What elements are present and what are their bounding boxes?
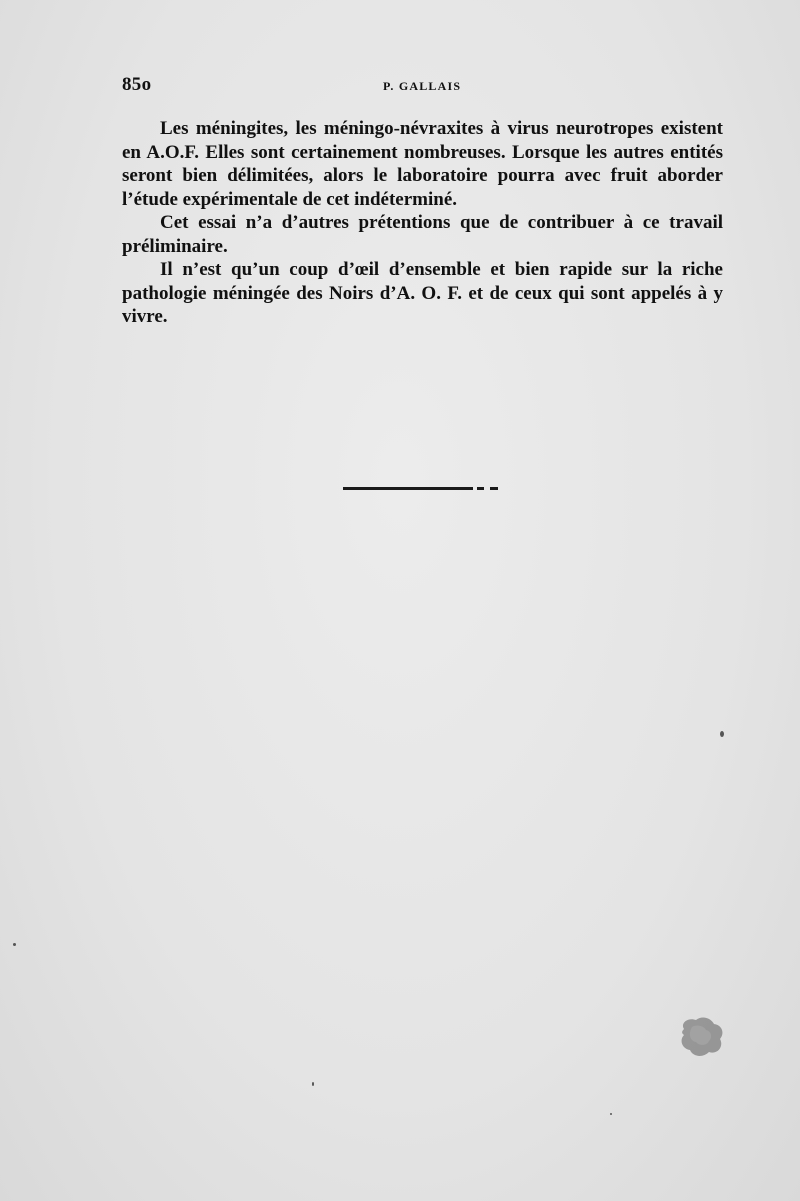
- paragraph-2: Cet essai n’a d’autres prétentions que de contribuer à ce travail préliminaire.: [122, 212, 723, 257]
- paper-speck: [13, 943, 16, 946]
- paragraph-1: Les méningites, les méningo-névraxites à virus neurotropes existent en A.O.F. Elles sont certainement nombreuses. Lorsque les autres entités seront bien délimitées, alors le laboratoire pourra avec fruit aborder l’étude expérimentale de cet indéterminé.: [122, 118, 723, 210]
- section-end-rule: [343, 487, 473, 490]
- body-text: [122, 117, 723, 329]
- paper-speck: [312, 1082, 314, 1086]
- paper-speck: [720, 731, 724, 737]
- ink-blot-mark: [678, 1015, 726, 1059]
- running-head: P. GALLAIS: [383, 79, 462, 93]
- section-end-rule-dash: [477, 487, 484, 490]
- section-end-rule-dash: [490, 487, 498, 490]
- paper-speck: [610, 1113, 612, 1115]
- paragraph-3: Il n’est qu’un coup d’œil d’ensemble et bien rapide sur la riche pathologie méningée des Noirs d’A. O. F. et de ceux qui sont appelés à y vivre.: [122, 259, 723, 327]
- page-number: 85o: [122, 74, 152, 95]
